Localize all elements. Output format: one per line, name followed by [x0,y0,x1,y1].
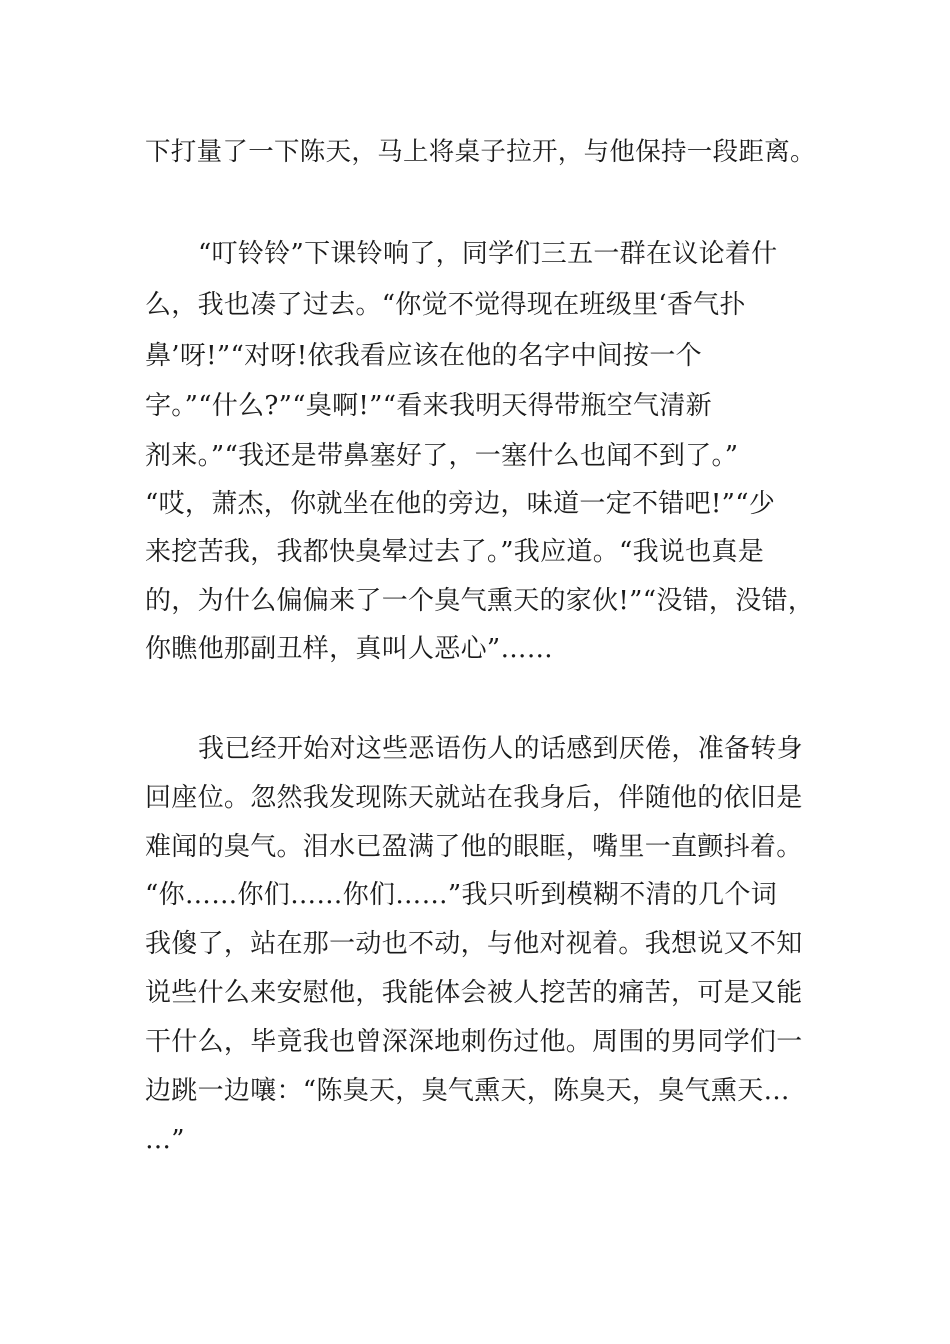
paragraph-3-line-4: “你……你们……你们……”我只听到模糊不清的几个词 [145,880,778,910]
paragraph-2-line-9: 你瞧他那副丑样，真叫人恶心”…… [145,634,554,664]
paragraph-2-line-4: 字。”“什么?”“臭啊!”“看来我明天得带瓶空气清新 [145,391,712,421]
paragraph-2-line-8: 的，为什么偏偏来了一个臭气熏天的家伙!”“没错，没错， [145,586,815,616]
paragraph-3-line-6: 说些什么来安慰他，我能体会被人挖苦的痛苦，可是又能 [145,978,803,1008]
paragraph-3-line-3: 难闻的臭气。泪水已盈满了他的眼眶，嘴里一直颤抖着。 [145,832,803,862]
paragraph-2-line-7: 来挖苦我，我都快臭晕过去了。”我应道。“我说也真是 [145,537,765,567]
paragraph-3-line-5: 我傻了，站在那一动也不动，与他对视着。我想说又不知 [145,929,803,959]
paragraph-3-line-9: …” [145,1125,185,1155]
paragraph-3-line-8: 边跳一边嚷：“陈臭天，臭气熏天，陈臭天，臭气熏天… [145,1076,790,1106]
paragraph-2-line-5: 剂来。”“我还是带鼻塞好了，一塞什么也闻不到了。” [145,441,739,471]
paragraph-3-line-2: 回座位。忽然我发现陈天就站在我身后，伴随他的依旧是 [145,783,803,813]
paragraph-2-line-6: “哎，萧杰，你就坐在他的旁边，味道一定不错吧!”“少 [145,489,776,519]
paragraph-3-line-7: 干什么，毕竟我也曾深深地刺伤过他。周围的男同学们一 [145,1027,803,1057]
paragraph-3-line-1: 我已经开始对这些恶语伤人的话感到厌倦，准备转身 [198,734,803,764]
paragraph-1-line-1: 下打量了一下陈天，马上将桌子拉开，与他保持一段距离。 [145,137,816,167]
paragraph-2-line-2: 么，我也凑了过去。“你觉不觉得现在班级里‘香气扑 [145,290,746,320]
paragraph-2-line-3: 鼻’呀!”“对呀!依我看应该在他的名字中间按一个 [145,341,702,371]
paragraph-2-line-1: “叮铃铃”下课铃响了，同学们三五一群在议论着什 [198,239,778,269]
